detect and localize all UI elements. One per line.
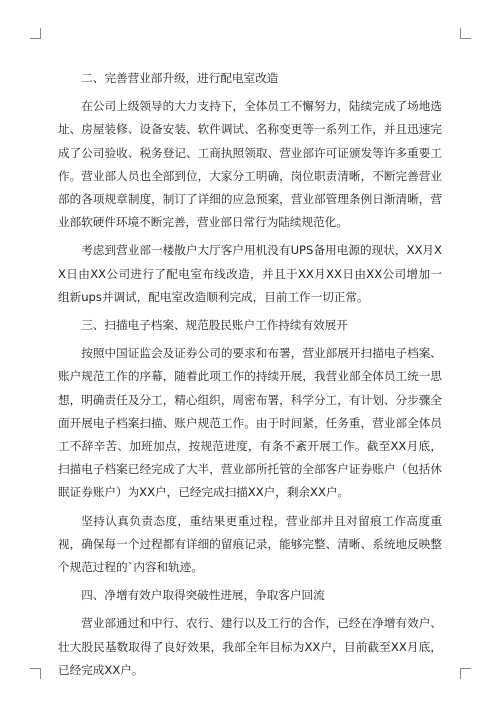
paragraph: 考虑到营业部一楼散户大厅客户用机没有UPS备用电源的现状，XX月XX日由XX公司进行了配电室布线改造，并且于XX月XX日由XX公司增加一组新ups并调试，配电室改造顺利完成，目前工作一切正常。: [58, 243, 442, 304]
section-heading-2: 二、完善营业部升级，进行配电室改造: [81, 71, 279, 85]
crop-mark-top-right: [460, 28, 471, 39]
document-body: [58, 67, 442, 687]
paragraph: 在公司上级领导的大力支持下，全体员工不懈努力，陆续完成了场地选址、房屋装修、设备安装、软件调试、名称变更等一系列工作，并且迅速完成了公司验收、税务登记、工商执照领取、营业部许可证颁发等许多重要工作。营业部人员也全部到位，大家分工明确，岗位职责清晰，不断完善营业部的各项规章制度，制订了详细的应急预案，营业部管理条例日渐清晰，营业部软硬件环境不断完善，营业部日常行为陆续规范化。: [58, 99, 442, 230]
section-heading-4: 四、净增有效户取得突破性进展，争取客户回流: [81, 588, 325, 603]
paragraph: 按照中国证监会及证券公司的要求和布署，营业部展开扫描电子档案、账户规范工作的序幕，随着此项工作的持续开展，我营业部全体员工统一思想，明确责任及分工，精心组织，周密布署，科学分工，有计划、分步骤全面开展电子档案扫描、账户规范工作。由于时间紧，任务重，营业部全体员工不辞辛苦、加班加点，按规范进度，有条不紊开展工作。截至XX月底，扫描电子档案已经完成了大半，营业部所托管的全部客户证券账户（包括休眠证券账户）为XX户，已经完成扫描XX户，剩余XX户。: [58, 346, 442, 500]
crop-mark-top-left: [30, 28, 41, 39]
paragraph: 营业部通过和中行、农行、建行以及工行的合作，已经在净增有效户、壮大股民基数取得了良好效果，我部全年目标为XX户，目前截至XX月底，已经完成XX户。: [58, 616, 442, 677]
crop-mark-bottom-right: [460, 668, 471, 679]
crop-mark-bottom-left: [30, 668, 41, 679]
paragraph: 坚持认真负责态度，重结果更重过程，营业部并且对留痕工作高度重视，确保每一个过程都有详细的留痕记录，能够完整、清晰、系统地反映整个规范过程的`内容和轨迹。: [58, 513, 442, 575]
section-heading-3: 三、扫描电子档案、规范股民账户工作持续有效展开: [81, 318, 348, 333]
